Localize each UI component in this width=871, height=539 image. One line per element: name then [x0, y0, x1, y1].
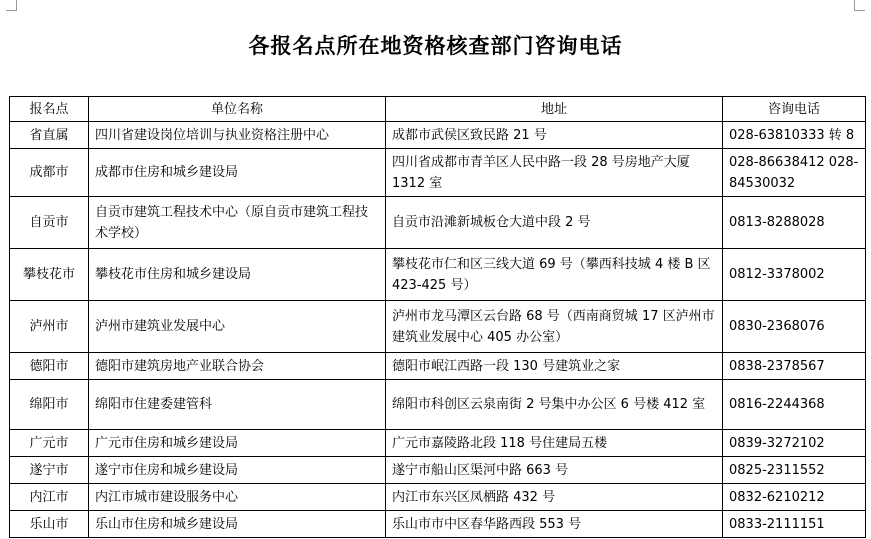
- header-address: 地址: [386, 97, 723, 122]
- phone-cell: 0825-2311552: [723, 457, 866, 484]
- site-cell: 省直属: [10, 122, 89, 149]
- unit-cell: 四川省建设岗位培训与执业资格注册中心: [89, 122, 386, 149]
- address-cell: 四川省成都市青羊区人民中路一段 28 号房地产大厦 1312 室: [386, 149, 723, 197]
- unit-cell: 遂宁市住房和城乡建设局: [89, 457, 386, 484]
- phone-cell: 0812-3378002: [723, 249, 866, 301]
- address-cell: 绵阳市科创区云泉南街 2 号集中办公区 6 号楼 412 室: [386, 380, 723, 430]
- table-row: [10, 301, 866, 353]
- address-cell: 广元市嘉陵路北段 118 号住建局五楼: [386, 430, 723, 457]
- header-site: 报名点: [10, 97, 89, 122]
- address-cell: 遂宁市船山区渠河中路 663 号: [386, 457, 723, 484]
- table-row: [10, 457, 866, 484]
- phone-cell: 0830-2368076: [723, 301, 866, 353]
- site-cell: 遂宁市: [10, 457, 89, 484]
- address-cell: 自贡市沿滩新城板仓大道中段 2 号: [386, 197, 723, 249]
- unit-cell: 成都市住房和城乡建设局: [89, 149, 386, 197]
- table-row: [10, 484, 866, 511]
- address-cell: 德阳市岷江西路一段 130 号建筑业之家: [386, 353, 723, 380]
- unit-cell: 德阳市建筑房地产业联合协会: [89, 353, 386, 380]
- table-row: [10, 122, 866, 149]
- site-cell: 泸州市: [10, 301, 89, 353]
- phone-cell: 028-86638412 028-84530032: [723, 149, 866, 197]
- unit-cell: 广元市住房和城乡建设局: [89, 430, 386, 457]
- table-row: [10, 430, 866, 457]
- document-title: 各报名点所在地资格核查部门咨询电话: [248, 33, 623, 58]
- phone-cell: 0833-2111151: [723, 511, 866, 538]
- phone-cell: 0813-8288028: [723, 197, 866, 249]
- unit-cell: 泸州市建筑业发展中心: [89, 301, 386, 353]
- unit-cell: 乐山市住房和城乡建设局: [89, 511, 386, 538]
- table-row: [10, 197, 866, 249]
- phone-cell: 028-63810333 转 8: [723, 122, 866, 149]
- table-row: [10, 149, 866, 197]
- header-unit: 单位名称: [89, 97, 386, 122]
- table-row: [10, 511, 866, 538]
- phone-cell: 0839-3272102: [723, 430, 866, 457]
- table-row: [10, 380, 866, 430]
- unit-cell: 内江市城市建设服务中心: [89, 484, 386, 511]
- address-cell: 泸州市龙马潭区云台路 68 号（西南商贸城 17 区泸州市建筑业发展中心 405 办公室）: [386, 301, 723, 353]
- phone-cell: 0838-2378567: [723, 353, 866, 380]
- site-cell: 攀枝花市: [10, 249, 89, 301]
- site-cell: 绵阳市: [10, 380, 89, 430]
- phone-cell: 0832-6210212: [723, 484, 866, 511]
- site-cell: 德阳市: [10, 353, 89, 380]
- site-cell: 乐山市: [10, 511, 89, 538]
- unit-cell: 攀枝花市住房和城乡建设局: [89, 249, 386, 301]
- unit-cell: 绵阳市住建委建管科: [89, 380, 386, 430]
- address-cell: 攀枝花市仁和区三线大道 69 号（攀西科技城 4 楼 B 区 423-425 号）: [386, 249, 723, 301]
- table-row: [10, 353, 866, 380]
- site-cell: 成都市: [10, 149, 89, 197]
- phone-cell: 0816-2244368: [723, 380, 866, 430]
- site-cell: 广元市: [10, 430, 89, 457]
- table-row: [10, 249, 866, 301]
- page-corner-mark-left: [6, 0, 17, 11]
- unit-cell: 自贡市建筑工程技术中心（原自贡市建筑工程技术学校）: [89, 197, 386, 249]
- header-phone: 咨询电话: [723, 97, 866, 122]
- address-cell: 内江市东兴区凤栖路 432 号: [386, 484, 723, 511]
- table-header-row: [10, 97, 866, 122]
- site-cell: 自贡市: [10, 197, 89, 249]
- page-corner-mark-right: [854, 0, 865, 11]
- site-cell: 内江市: [10, 484, 89, 511]
- address-cell: 成都市武侯区致民路 21 号: [386, 122, 723, 149]
- contact-table: [9, 96, 866, 538]
- address-cell: 乐山市市中区春华路西段 553 号: [386, 511, 723, 538]
